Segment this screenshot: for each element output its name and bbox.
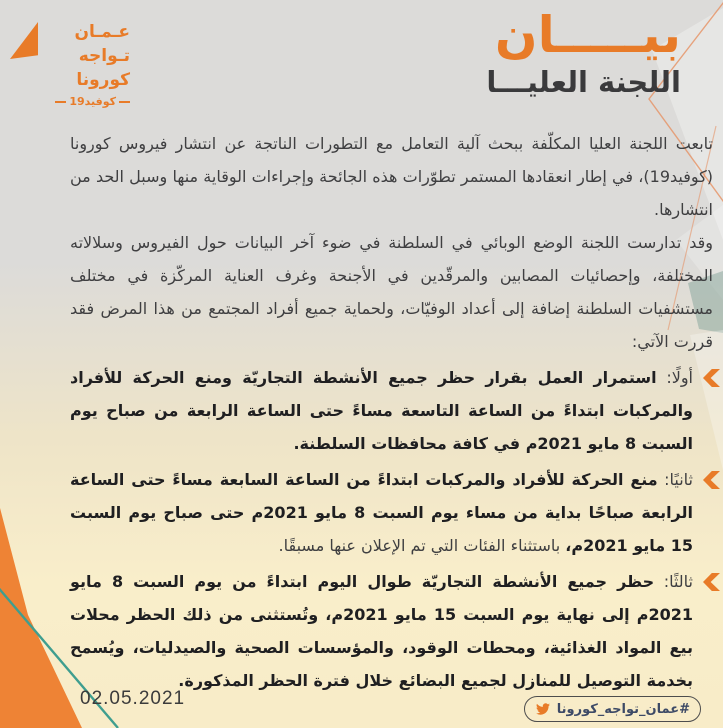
item-label: أولًا: bbox=[666, 368, 693, 387]
intro-paragraph-1: تابعت اللجنة العليا المكلّفة ببحث آلية التعامل مع التطورات الناتجة عن انتشار فيروس كورونا (كوفيد19)، في إطار انعقادها المستمر تطوّرات هذه الجائحة وإجراءات الوقاية منها وسبل الحد من انتشارها. bbox=[70, 134, 713, 219]
statement-body bbox=[70, 127, 713, 697]
item-text-bold: استمرار العمل بقرار حظر جميع الأنشطة التجاريّة ومنع الحركة للأفراد والمركبات ابتداءً من الساعة التاسعة مساءً حتى الساعة الرابعة من صباح يوم السبت 8 مايو 2021م في كافة محافظات السلطنة. bbox=[70, 368, 693, 453]
hashtag-badge bbox=[524, 696, 701, 722]
decision-item-3 bbox=[70, 565, 713, 697]
twitter-bird-icon bbox=[535, 702, 551, 716]
item-text-bold: منع الحركة للأفراد والمركبات ابتداءً من الساعة السابعة مساءً حتى الساعة الرابعة صباحًا بداية من مساء يوم السبت 8 مايو 2021م حتى صباح يوم السبت 15 مايو 2021م، bbox=[70, 470, 694, 555]
item-label: ثانيًا: bbox=[664, 470, 693, 489]
hashtag-text: #عمان_تواجه_كورونا bbox=[556, 701, 690, 717]
page-subtitle: اللجنة العليـــا bbox=[486, 65, 681, 99]
logo-line-2: تـواجه bbox=[78, 46, 130, 66]
intro-paragraph-2: وقد تدارست اللجنة الوضع الوبائي في السلطنة في ضوء آخر البيانات حول الفيروس وسلالاته المختلفة، وإحصائيات المصابين والمرقّدين في الأجنحة وغرف العناية المركّزة في مختلف مستشفيات السلطنة إضافة إلى أعداد الوفيّات، ولحماية جميع أفراد المجتمع من هذا المرض فقد قررت الآتي: bbox=[70, 233, 713, 351]
logo-line-1: عـمـان bbox=[74, 22, 130, 42]
decision-item-1 bbox=[70, 361, 713, 460]
logo-covid-row bbox=[40, 96, 130, 108]
campaign-logo bbox=[40, 20, 130, 108]
dash-icon bbox=[55, 101, 66, 103]
page-title: بيـــــان bbox=[494, 6, 681, 64]
statement-date: 02.05.2021 bbox=[80, 688, 186, 709]
item-text-bold: حظر جميع الأنشطة التجاريّة طوال اليوم ابتداءً من يوم السبت 8 مايو 2021م إلى نهاية يوم السبت 15 مايو 2021م، وتُستثنى من ذلك الحظر محلات بيع المواد الغذائية، ومحطات الوقود، والمؤسسات الصحية والصيدليات، ويُسمح بخدمة التوصيل للمنازل لجميع البضائع خلال فترة الحظر المذكورة. bbox=[70, 572, 693, 690]
decision-item-2 bbox=[70, 463, 713, 562]
logo-line-3: كورونا bbox=[76, 70, 130, 90]
header bbox=[486, 4, 681, 99]
item-label: ثالثًا: bbox=[663, 572, 693, 591]
logo-covid-label: كوفيد19 bbox=[69, 95, 116, 108]
dash-icon bbox=[119, 101, 130, 103]
item-text-normal: باستثناء الفئات التي تم الإعلان عنها مسبقًا. bbox=[278, 536, 561, 555]
